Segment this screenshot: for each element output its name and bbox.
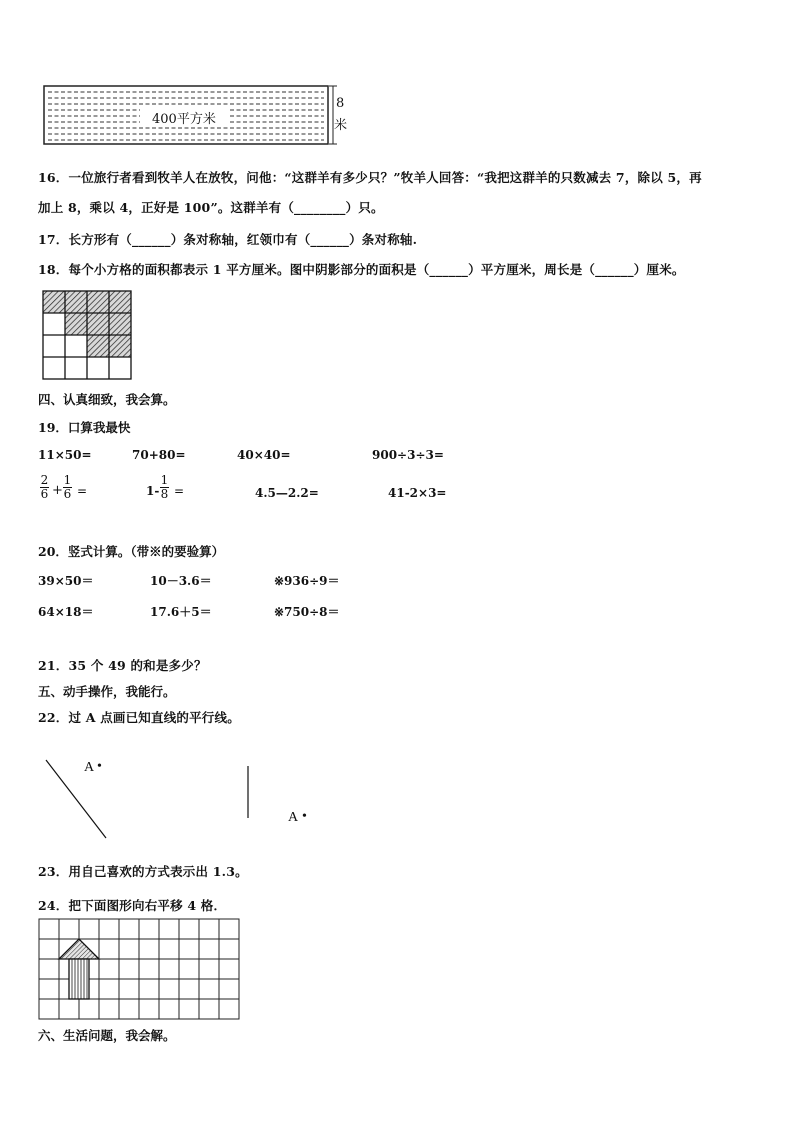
point-a-2-dot: •: [302, 809, 307, 824]
q18-grid-figure: [42, 290, 134, 386]
q17-text: 17．长方形有（______）条对称轴，红领巾有（______）条对称轴.: [38, 232, 418, 247]
arrow-head: [59, 939, 99, 959]
arrow-shaft: [69, 959, 89, 999]
frac1-denominator-2: 6: [63, 487, 72, 501]
q16-line1: 16．一位旅行者看到牧羊人在放牧，问他：“这群羊有多少只？”牧羊人回答：“我把这群羊的只数减去 7，除以 5，再: [38, 170, 702, 185]
side-label-number: 8: [336, 96, 345, 111]
q24-text: 24．把下面图形向右平移 4 格．: [38, 898, 227, 913]
q22-figure: [30, 748, 330, 848]
q20-calc-1: 39×50＝: [38, 574, 94, 588]
q19-calc-4: 900÷3÷3=: [372, 448, 444, 462]
frac1-numerator-1: 2: [40, 473, 49, 487]
frac1-operator: +: [52, 483, 63, 498]
q20-calc-3: ※936÷9＝: [274, 574, 340, 588]
q21-text: 21．35 个 49 的和是多少？: [38, 658, 207, 673]
point-a-1-dot: •: [97, 759, 102, 774]
q22-text: 22．过 A 点画已知直线的平行线。: [38, 710, 240, 725]
q20-title: 20．竖式计算。（带※的要验算）: [38, 544, 225, 559]
point-a-1-label: A: [84, 760, 95, 775]
q23-text: 23．用自己喜欢的方式表示出 1.3。: [38, 864, 248, 879]
q16-line2: 加上 8，乘以 4，正好是 100”。这群羊有（________）只。: [38, 200, 384, 215]
q19-fraction-expr-1: [38, 474, 98, 514]
q20-calc-6: ※750÷8＝: [274, 605, 340, 619]
point-a-2-label: A: [288, 810, 299, 825]
q20-calc-4: 64×18＝: [38, 605, 94, 619]
frac1-equals: =: [77, 484, 88, 498]
q18-text: 18．每个小方格的面积都表示 1 平方厘米。图中阴影部分的面积是（______）平方厘米，周长是（______）厘米。: [38, 262, 685, 277]
frac2-denominator: 8: [160, 487, 169, 501]
rectangle-figure: [40, 84, 350, 148]
q19-calc-1: 11×50=: [38, 448, 92, 462]
frac1-denominator-1: 6: [40, 487, 49, 501]
q19-title: 19．口算我最快: [38, 420, 131, 435]
frac2-prefix: 1-: [146, 484, 160, 498]
q22-lines-svg: [30, 748, 330, 848]
q19-calc-7: 4.5—2.2=: [255, 486, 319, 500]
q24-grid-figure: [38, 918, 244, 1028]
area-label: 400平方米: [152, 112, 216, 127]
q20-calc-2: 10－3.6＝: [150, 574, 212, 588]
q19-calc-8: 41-2×3=: [388, 486, 447, 500]
frac2-equals: =: [174, 484, 185, 498]
q19-calc-2: 70+80=: [132, 448, 186, 462]
q20-calc-5: 17.6＋5＝: [150, 605, 212, 619]
section-6-title: 六、生活问题，我会解。: [38, 1028, 176, 1043]
side-label-unit: 米: [334, 118, 348, 133]
q18-grid-svg: [42, 290, 134, 382]
q19-calc-3: 40×40=: [237, 448, 291, 462]
section-5-title: 五、动手操作，我能行。: [38, 684, 176, 699]
frac2-numerator: 1: [160, 473, 169, 487]
frac1-numerator-2: 1: [63, 473, 72, 487]
q19-fraction-expr-2: [146, 474, 206, 514]
q24-grid-svg: [38, 918, 244, 1024]
section-4-title: 四、认真细致，我会算。: [38, 392, 176, 407]
